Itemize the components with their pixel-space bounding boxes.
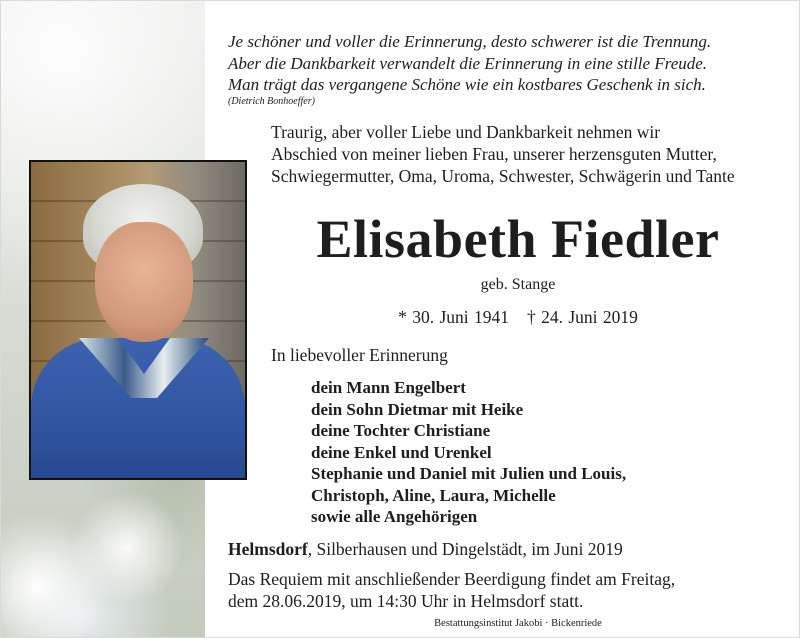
mourner: Stephanie und Daniel mit Julien und Louis, (311, 464, 627, 483)
life-dates (248, 307, 788, 328)
mourner: dein Sohn Dietmar mit Heike (311, 399, 524, 419)
mourner: sowie alle Angehörigen (311, 507, 478, 526)
place-date (228, 539, 623, 560)
intro-line: Schwiegermutter, Oma, Uroma, Schwester, Schwägerin und Tante (271, 166, 735, 186)
requiem-line: dem 28.06.2019, um 14:30 Uhr in Helmsdorf statt. (228, 590, 584, 611)
memory-line: In liebevoller Erinnerung (271, 345, 448, 365)
intro-text (271, 121, 735, 187)
intro-line: Traurig, aber voller Liebe und Dankbarkeit nehmen wir (271, 122, 661, 142)
mourner: deine Enkel und Urenkel (311, 442, 492, 462)
place-town: Helmsdorf (228, 539, 308, 559)
mourner: deine Tochter Christiane (311, 421, 491, 440)
requiem-line: Das Requiem mit anschließender Beerdigung findet am Freitag, (228, 569, 676, 589)
mourners-list (311, 377, 626, 528)
birth-date: * 30. Juni 1941 (398, 307, 509, 327)
quote-author: (Dietrich Bonhoeffer) (228, 96, 315, 107)
portrait-photo (29, 160, 247, 480)
quote-line: Man trägt das vergangene Schöne wie ein kostbares Geschenk in sich. (228, 75, 706, 94)
mourner: Christoph, Aline, Laura, Michelle (311, 485, 556, 505)
intro-line: Abschied von meiner lieben Frau, unserer herzensguten Mutter, (271, 144, 717, 164)
funeral-home: Bestattungsinstitut Jakobi · Bickenriede (434, 618, 602, 629)
maiden-name: geb. Stange (480, 276, 556, 293)
quote (228, 31, 788, 96)
quote-line: Je schöner und voller die Erinnerung, desto schwerer ist die Trennung. (228, 32, 712, 51)
requiem-info (228, 569, 675, 612)
place-rest: , Silberhausen und Dingelstädt, im Juni 2019 (307, 539, 623, 559)
deceased-name: Elisabeth Fiedler (316, 209, 720, 269)
mourner: dein Mann Engelbert (311, 378, 466, 397)
quote-line: Aber die Dankbarkeit verwandelt die Erinnerung in eine stille Freude. (228, 53, 708, 73)
death-date: † 24. Juni 2019 (527, 307, 638, 327)
